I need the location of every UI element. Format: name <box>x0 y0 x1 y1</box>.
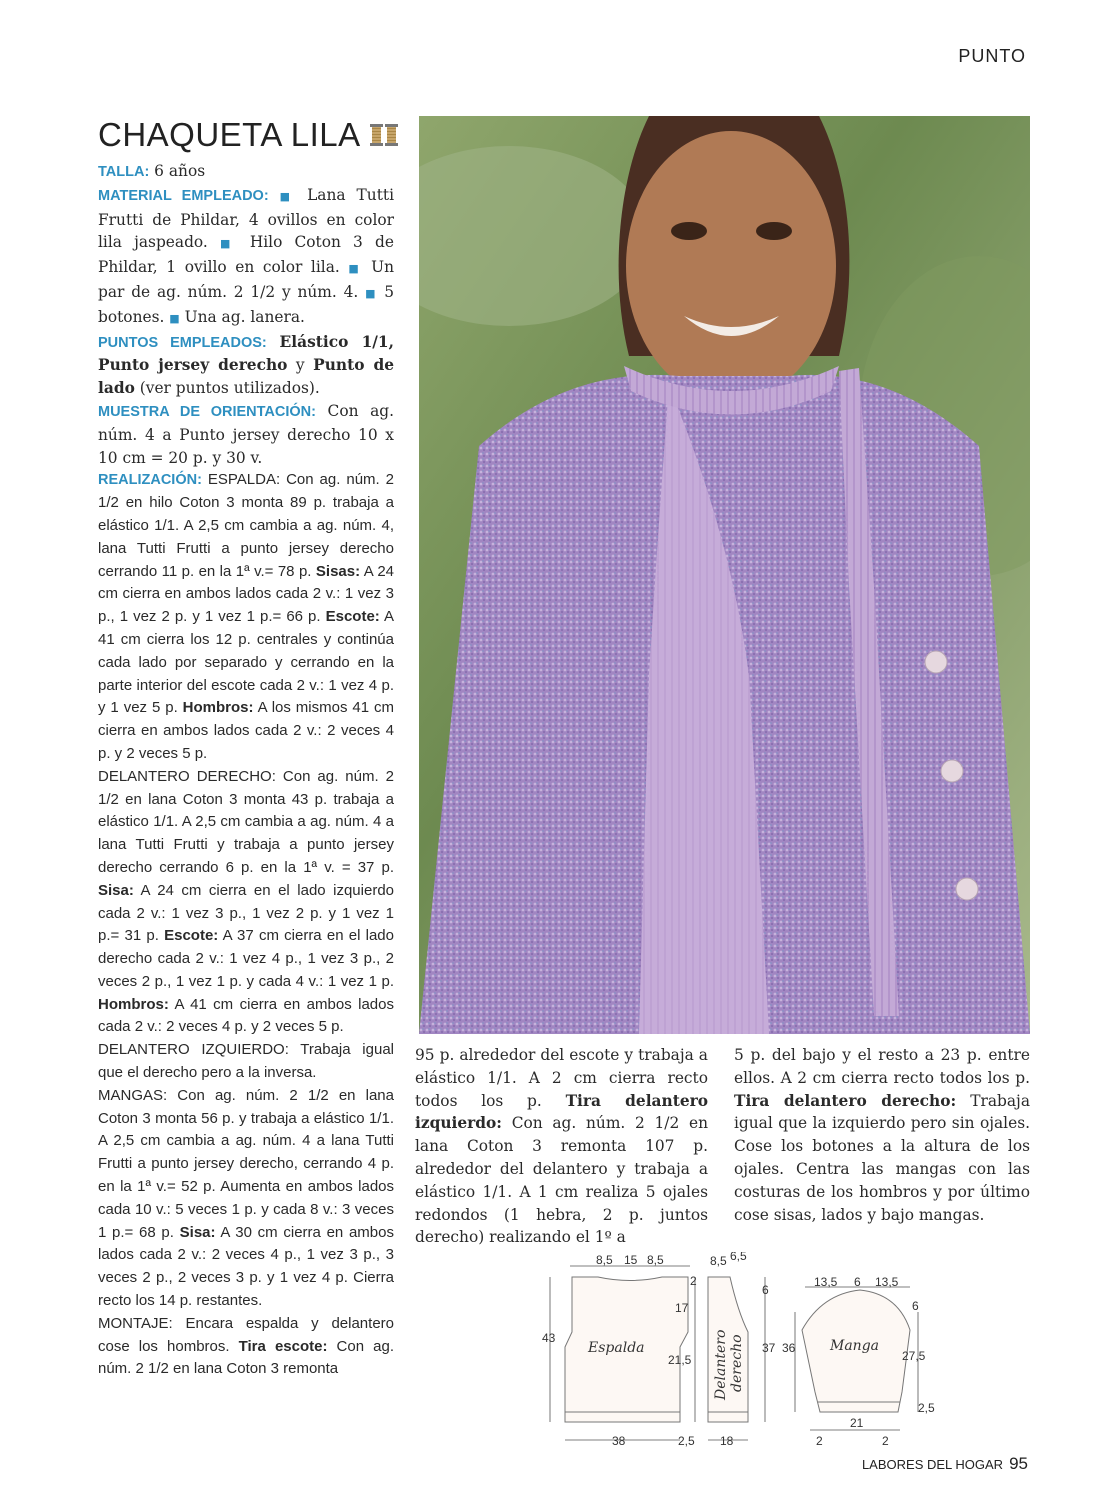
mangas-sisa-label: Sisa: <box>179 1223 216 1241</box>
delantero-neck: 6 <box>762 1283 769 1297</box>
manga-r2: 27,5 <box>902 1349 926 1363</box>
instructions-column-2 <box>415 1044 708 1249</box>
pattern-schematic <box>540 1252 950 1462</box>
punto-lado: Punto de lado <box>98 356 394 398</box>
title-text: CHAQUETA LILA <box>98 116 361 153</box>
espalda-name: Espalda <box>588 1340 645 1356</box>
material-item: 5 botones. <box>98 282 394 326</box>
section-label: PUNTO <box>958 46 1026 66</box>
col3-text-2: Trabaja igual que la izquierdo pero sin ojales. Cose los botones a la altura de los ojales. Centra las mangas con las costuras de los hombros y por último cose sisas, lados y bajo mangas. <box>734 1091 1030 1224</box>
dd-text: DELANTERO DERECHO: Con ag. núm. 2 1/2 en lana Coton 3 monta 43 p. trabaja a elástico 1/1. A 2,5 cm cambia a ag. núm. 4 a lana Tutti Frutti y trabaja a punto jersey derecho cerrando 6 p. en la 1ª v. = 37 p. <box>98 767 394 876</box>
tira-izq-label: Tira delantero izquierdo: <box>415 1091 708 1133</box>
page-footer <box>862 1454 1028 1474</box>
dd-escote-text: A 37 cm cierra en el lado derecho cada 2 v.: 1 vez 4 p., 1 vez 3 p., 2 veces 2 p., 1 vez 1 p. y cada 4 v.: 1 vez 1 p. <box>98 927 394 990</box>
col3-text-1: 5 p. del bajo y el resto a 23 p. entre ellos. A 2 cm cierra recto todos los p. <box>734 1046 1030 1087</box>
magazine-name: LABORES DEL HOGAR <box>861 1457 1004 1472</box>
espalda-text: ESPALDA: Con ag. núm. 2 1/2 en hilo Coton 3 monta 89 p. trabaja a elástico 1/1. A 2,5 cm cambia a ag. núm. 4, lana Tutti Frutti a punto jersey derecho cerrando 11 p. en la 1ª v.= 78 p. <box>98 471 394 580</box>
montaje-paragraph <box>98 1313 394 1381</box>
dd-hombros-text: A 41 cm cierra en ambos lados cada 2 v.: 2 veces 4 p. y 2 veces 5 p. <box>98 995 394 1036</box>
puntos-tail: (ver puntos utilizados). <box>134 379 320 398</box>
puntos-paragraph <box>98 331 394 400</box>
product-photo <box>419 116 1030 1034</box>
manga-bottom-3: 2 <box>882 1434 889 1448</box>
material-label: MATERIAL EMPLEADO: <box>98 187 269 204</box>
col2-text-2: Con ag. núm. 2 1/2 en lana Coton 3 remonta 107 p. alrededor del delantero y trabaja a elástico 1/1. A 1 cm realiza 5 ojales redondos (1 hebra, 2 p. juntos derecho) realizando el 1º a <box>415 1114 708 1247</box>
sisas-text: A 24 cm cierra en ambos lados cada 2 v.: 1 vez 3 p., 1 vez 2 p. y 1 vez 1 p.= 66 p. <box>98 562 394 626</box>
espalda-rib: 2,5 <box>678 1434 695 1448</box>
puntos-sep: y <box>287 356 314 375</box>
espalda-height: 43 <box>542 1331 556 1345</box>
montaje-text: MONTAJE: Encara espalda y delantero cose los hombros. <box>98 1314 394 1355</box>
mangas-paragraph <box>98 1085 394 1313</box>
delantero-izquierdo-paragraph: DELANTERO IZQUIERDO: Trabaja igual que el derecho pero a la inversa. <box>98 1041 394 1082</box>
tira-escote-label: Tira escote: <box>238 1337 328 1355</box>
delantero-top-2: 6,5 <box>730 1252 747 1263</box>
material-paragraph <box>98 184 394 331</box>
instructions-column-3 <box>734 1044 1030 1226</box>
escote-label: Escote: <box>325 608 380 626</box>
mangas-text: MANGAS: Con ag. núm. 2 1/2 en lana Coton 3 monta 56 p. y trabaja a elástico 1/1. A 2,5 cm cambia a ag. núm. 4 a lana Tutti Frutti a punto jersey derecho, cerrando 4 p. en la 1ª v.= 52 p. Aumenta en ambos lados cada 10 v.: 5 veces 1 p. y cada 8 v.: 3 veces 1 p.= 68 p. <box>98 1086 394 1241</box>
punto-jersey: Punto jersey derecho <box>98 356 288 375</box>
page-number: 95 <box>1009 1454 1028 1473</box>
dd-escote-label: Escote: <box>164 927 219 945</box>
talla-label: TALLA: <box>98 164 150 180</box>
muestra-text: Con ag. núm. 4 a Punto jersey derecho 10 x 10 cm = 20 p. y 30 v. <box>98 401 394 467</box>
bullet-icon: ■ <box>219 237 238 251</box>
muestra-paragraph <box>98 400 394 469</box>
manga-top-2: 6 <box>854 1275 861 1289</box>
bullet-icon: ■ <box>279 189 297 203</box>
espalda-r2: 17 <box>675 1301 689 1315</box>
material-item: Una ag. lanera. <box>184 307 305 326</box>
realizacion-paragraph <box>98 469 394 765</box>
manga-bottom-1: 2 <box>816 1434 823 1448</box>
espalda-top-3: 8,5 <box>647 1253 664 1267</box>
talla-text: 6 años <box>149 162 206 180</box>
escote-text: A 41 cm cierra los 12 p. centrales y continúa cada lado por separado y cerrando en la parte interior del escote cada 2 v.: 1 vez 4 p. y 1 vez 5 p. <box>98 608 394 717</box>
espalda-width: 38 <box>612 1434 626 1448</box>
muestra-label: MUESTRA DE ORIENTACIÓN: <box>98 403 316 420</box>
bullet-icon: ■ <box>169 311 180 325</box>
dd-hombros-label: Hombros: <box>98 995 169 1013</box>
hombros-text: A los mismos 41 cm cierra en ambos lados cada 2 v.: 2 veces 4 p. y 2 veces 5 p. <box>98 699 394 762</box>
espalda-top-1: 8,5 <box>596 1253 613 1267</box>
manga-rib: 2,5 <box>918 1401 935 1415</box>
material-item: Lana Tutti Frutti de Phildar, 4 ovillos en color lila jaspeado. <box>98 185 394 252</box>
difficulty-spools <box>371 124 397 146</box>
delantero-name-1: Delantero <box>713 1329 729 1400</box>
delantero-top-1: 8,5 <box>710 1254 727 1268</box>
bullet-icon: ■ <box>348 262 363 276</box>
mangas-sisa-text: A 30 cm cierra en ambos lados cada 2 v.: 2 veces 4 p., 1 vez 3 p., 3 veces 2 p., 2 veces 3 p. y 1 vez 4 p. Cierra recto los 14 p. restantes. <box>98 1223 394 1310</box>
col3-paragraph <box>734 1044 1030 1226</box>
talla-paragraph <box>98 160 394 184</box>
material-item: Hilo Coton 3 de Phildar, 1 ovillo en color lila. <box>98 233 394 277</box>
sisas-label: Sisas: <box>315 562 361 580</box>
manga-height: 36 <box>782 1341 796 1355</box>
hombros-label: Hombros: <box>182 699 254 717</box>
manga-top-1: 13,5 <box>814 1275 838 1289</box>
realizacion-label: REALIZACIÓN: <box>98 472 202 489</box>
tira-der-label: Tira delantero derecho: <box>734 1091 957 1110</box>
espalda-r1: 2 <box>690 1274 697 1288</box>
delantero-name-2: derecho <box>729 1334 745 1392</box>
instructions-column-1 <box>98 160 394 1381</box>
dd-sisa-label: Sisa: <box>98 881 134 899</box>
col2-paragraph <box>415 1044 708 1249</box>
col2-text-1: 95 p. alrededor del escote y trabaja a elástico 1/1. A 2 cm cierra recto todos los p. <box>415 1046 708 1110</box>
espalda-top-2: 15 <box>624 1253 638 1267</box>
spool-icon <box>386 124 397 146</box>
bullet-icon: ■ <box>365 286 378 300</box>
delantero-width: 18 <box>720 1434 734 1448</box>
material-item: Un par de ag. núm. 2 1/2 y núm. 4. <box>98 258 394 301</box>
manga-bottom-2: 21 <box>850 1416 864 1430</box>
page-title <box>98 116 397 154</box>
espalda-r3: 21,5 <box>668 1353 692 1367</box>
spool-icon <box>371 124 382 146</box>
delantero-height: 37 <box>762 1341 776 1355</box>
punto-elastico: Elástico 1/1, <box>279 332 394 351</box>
manga-name: Manga <box>830 1338 880 1354</box>
girl-cardigan-illustration <box>419 116 1030 1034</box>
delantero-derecho-paragraph <box>98 766 394 1040</box>
manga-top-3: 13,5 <box>875 1275 899 1289</box>
puntos-label: PUNTOS EMPLEADOS: <box>98 334 267 351</box>
tira-escote-text: Con ag. núm. 2 1/2 en lana Coton 3 remonta <box>98 1337 394 1378</box>
dd-sisa-text: A 24 cm cierra en el lado izquierdo cada 2 v.: 1 vez 3 p., 1 vez 2 p. y 1 vez 1 p.= 31 p. <box>98 881 394 945</box>
manga-r1: 6 <box>912 1299 919 1313</box>
